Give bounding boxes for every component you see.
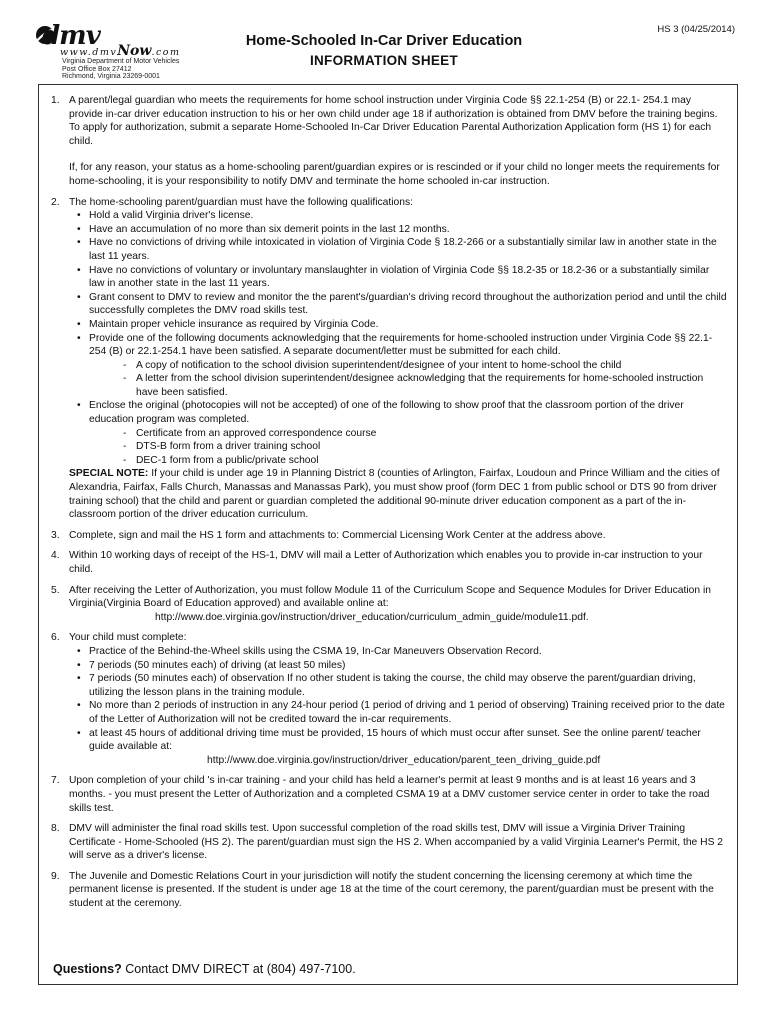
item-1-note: If, for any reason, your status as a home-schooling parent/guardian expires or is rescinded or if your child no longer meets the requirements for home-schooling, it is your responsibility to notify DMV and terminate the home schooled in-car instruction.	[69, 162, 720, 187]
page-title: Home-Schooled In-Car Driver Education	[245, 33, 523, 49]
list-item: • Provide one of the following documents acknowledging that the requirements for home-schooled instruction under Virginia Code §§ 22.1-254 (B) or 22.1-254.1 have been satisfied. A separate document/letter must be submitted for each child. - A copy of notification to the school division superintendent/designee of your intent to home-school the child - A letter from the school division superintendent/designee acknowledging that the requirements for home-schooled instruction have been satisfied.	[77, 332, 727, 400]
item-4: 4. Within 10 working days of receipt of the HS-1, DMV will mail a Letter of Authorization which enables you to provide in-car instruction to your child.	[51, 550, 703, 575]
page-header	[0, 0, 768, 80]
item-7: 7. Upon completion of your child 's in-car training - and your child has held a learner's permit at least 9 months and is at least 16 years and 3 months. - you must present the Letter of Authorization and a completed CSMA 19 at a DMV customer service center in order to take the road skills test.	[51, 775, 710, 814]
list-item: • 7 periods (50 minutes each) of observation If no other student is taking the course, the child may observe the parent/guardian driving, utilizing the lesson plans in the training module.	[77, 672, 727, 699]
special-note: SPECIAL NOTE: If your child is under age 19 in Planning District 8 (counties of Arlington, Fairfax, Loudoun and Prince William and the cities of Alexandria, Fairfax, Falls Church, Manassas and Manassas Park), you must show proof (form DEC 1 from public school or DTS 90 from driver training school) that the child and parent or guardian completed the additional 90-minute driver education component as a part of the in-classroom portion of the driver education curriculum.	[69, 468, 720, 521]
list-item: • Enclose the original (photocopies will not be accepted) of one of the following to show proof that the classroom portion of the driver education program was completed. - Certificate from an approved correspondence course - DTS-B form from a driver training school - DEC-1 form from a public/private school	[77, 399, 727, 467]
item-1-text: A parent/legal guardian who meets the requirements for home school instruction under Virginia Code §§ 22.1-254 (B) or 22.1- 254.1 may provide in-car driver education instruction to his or her own child under age 18 if authorization is obtained from DMV before the training begins. To apply for authorization, submit a separate Home-Schooled In-Car Driver Education Parental Authorization Application form (HS 1) for each child.	[69, 95, 718, 147]
sub-list-item: - A letter from the school division superintendent/designee acknowledging that the requirements for home-schooled instruction have been satisfied.	[123, 372, 727, 399]
information-box	[38, 84, 738, 985]
form-number: HS 3 (04/25/2014)	[657, 24, 735, 35]
sub-list-item: - DTS-B form from a driver training school	[123, 440, 727, 454]
item-2: 2. The home-schooling parent/guardian must have the following qualifications: • Hold a valid Virginia driver's license. • Have an accumulation of no more than six demerit points in the last 12 months. • Have no convictions of driving while intoxicated in violation of Virginia Code § 18.2-266 or a substantially similar law in another state in the last 11 years. • Have no convictions of voluntary or involuntary manslaughter in violation of Virginia Code §§ 18.2-35 or 18.2-36 or a substantially similar law in another state in the last 11 years. • Grant consent to DMV to review and monitor the the parent's/guardian's driving record throughout the authorization period and until the child successfully completes the DMV road skills test. • Maintain proper vehicle insurance as required by Virginia Code. • Provide one of the following documents acknowledging that the requirements for home-schooled instruction under Virginia Code §§ 22.1-254 (B) or 22.1-254.1 have been satisfied. A separate document/letter must be submitted for each child. - A copy of notification to the school division superintendent/designee of your intent to home-school the child - A letter from the school division superintendent/designee acknowledging that the requirements for home-schooled instruction have been satisfied. • Enclose the original (photocopies will not be accepted) of one of the following to show proof that the classroom portion of the driver education program was completed. - Certificate from an approved correspondence course - DTS-B form from a driver training school - DEC-1 form from a public/private school SPECIAL NOTE: If your child is under age 19 in Planning District 8 (counties of Arlington, Fairfax, Loudoun and Prince William and the cities of Alexandria, Fairfax, Falls Church, Manassas and Manassas Park), you must show proof (form DEC 1 from public school or DTS 90 from driver training school) that the child and parent or guardian completed the additional 90-minute driver education component as a part of the in-classroom portion of the driver education curriculum.	[69, 196, 727, 522]
module11-link[interactable]: http://www.doe.virginia.gov/instruction/driver_education/curriculum_admin_guide/module11.pdf.	[155, 611, 589, 623]
item-1: 1. A parent/legal guardian who meets the requirements for home school instruction under Virginia Code §§ 22.1-254 (B) or 22.1- 254.1 may provide in-car driver education instruction to his or her own child under age 18 if authorization is obtained from DMV before the training begins. To apply for authorization, submit a separate Home-Schooled In-Car Driver Education Parental Authorization Application form (HS 1) for each child. If, for any reason, your status as a home-schooling parent/guardian expires or is rescinded or if your child no longer meets the requirements for home-schooling, it is your responsibility to notify DMV and terminate the home schooled in-car instruction.	[69, 94, 727, 189]
questions-contact: Questions? Contact DMV DIRECT at (804) 497-7100.	[53, 962, 356, 976]
item-8: 8. DMV will administer the final road skills test. Upon successful completion of the road skills test, DMV will issue a Virginia Driver Training Certificate - Home-Schooled (HS 2). The parent/guardian must sign the HS 2. When accompanied by a valid Virginia Learner's Permit, the HS 2 will serve as a driver's license.	[51, 823, 724, 862]
title-block	[0, 32, 768, 72]
sub-list-item: - A copy of notification to the school division superintendent/designee of your intent to home-school the child	[123, 359, 727, 373]
list-item: • No more than 2 periods of instruction in any 24-hour period (1 period of driving and 1 period of observing) Training received prior to the date of the Letter of Authorization will not be credited toward the in-car requirements.	[77, 699, 727, 726]
page-subtitle: INFORMATION SHEET	[309, 53, 459, 68]
sub-list-item: - DEC-1 form from a public/private school	[123, 454, 727, 468]
list-item: • 7 periods (50 minutes each) of driving (at least 50 miles)	[77, 659, 727, 673]
list-item: • Have no convictions of driving while intoxicated in violation of Virginia Code § 18.2-266 or a substantially similar law in another state in the last 11 years.	[77, 236, 727, 263]
list-item: • Hold a valid Virginia driver's license.	[77, 209, 727, 223]
list-item: • Practice of the Behind-the-Wheel skills using the CSMA 19, In-Car Maneuvers Observation Record.	[77, 645, 727, 659]
item-5: 5. After receiving the Letter of Authorization, you must follow Module 11 of the Curriculum Scope and Sequence Modules for Driver Education in Virginia(Virginia Board of Education approved) and available online at: http://www.doe.virginia.gov/instruction/driver_education/curriculum_admin_guide/module11.pdf.	[69, 584, 727, 625]
list-item: • Have no convictions of voluntary or involuntary manslaughter in violation of Virginia Code §§ 18.2-35 or 18.2-36 or a substantially similar law in another state in the last 11 years.	[77, 264, 727, 291]
parent-guide-link[interactable]: http://www.doe.virginia.gov/instruction/driver_education/parent_teen_driving_guide.pdf	[207, 754, 601, 766]
item-3: 3. Complete, sign and mail the HS 1 form and attachments to: Commercial Licensing Work Center at the address above.	[51, 529, 606, 541]
list-item: • Have an accumulation of no more than six demerit points in the last 12 months.	[77, 223, 727, 237]
logo-website: www.dmvNow.com	[60, 43, 181, 59]
dmv-address: Virginia Department of Motor Vehicles Post Office Box 27412 Richmond, Virginia 23269-0001	[62, 58, 180, 81]
list-item: • Maintain proper vehicle insurance as required by Virginia Code.	[77, 318, 727, 332]
requirements-list	[77, 645, 727, 754]
sub-list-item: - Certificate from an approved correspondence course	[123, 427, 727, 441]
logo-wordmark: dmv	[42, 21, 100, 51]
item-2-intro: The home-schooling parent/guardian must have the following qualifications:	[69, 196, 414, 208]
qualifications-list	[77, 209, 727, 467]
list-item: • at least 45 hours of additional driving time must be provided, 15 hours of which must occur after sunset. See the online parent/ teacher guide available at:	[77, 727, 727, 754]
item-6: 6. Your child must complete: • Practice of the Behind-the-Wheel skills using the CSMA 19, In-Car Maneuvers Observation Record. • 7 periods (50 minutes each) of driving (at least 50 miles) • 7 periods (50 minutes each) of observation If no other student is taking the course, the child may observe the parent/guardian driving, utilizing the lesson plans in the training module. • No more than 2 periods of instruction in any 24-hour period (1 period of driving and 1 period of observing) Training received prior to the date of the Letter of Authorization will not be credited toward the in-car requirements. • at least 45 hours of additional driving time must be provided, 15 hours of which must occur after sunset. See the online parent/ teacher guide available at: http://www.doe.virginia.gov/instruction/driver_education/parent_teen_driving_guide.pdf	[69, 631, 727, 767]
instructions-list	[39, 94, 739, 918]
list-item: • Grant consent to DMV to review and monitor the the parent's/guardian's driving record throughout the authorization period and until the child successfully completes the DMV road skills test.	[77, 291, 727, 318]
item-9: 9. The Juvenile and Domestic Relations Court in your jurisdiction will notify the student concerning the licensing ceremony at which time the permanent license is presented. If the student is under age 18 at the time of the court ceremony, the parent/guardian must be present with the student at the ceremony.	[51, 870, 714, 910]
